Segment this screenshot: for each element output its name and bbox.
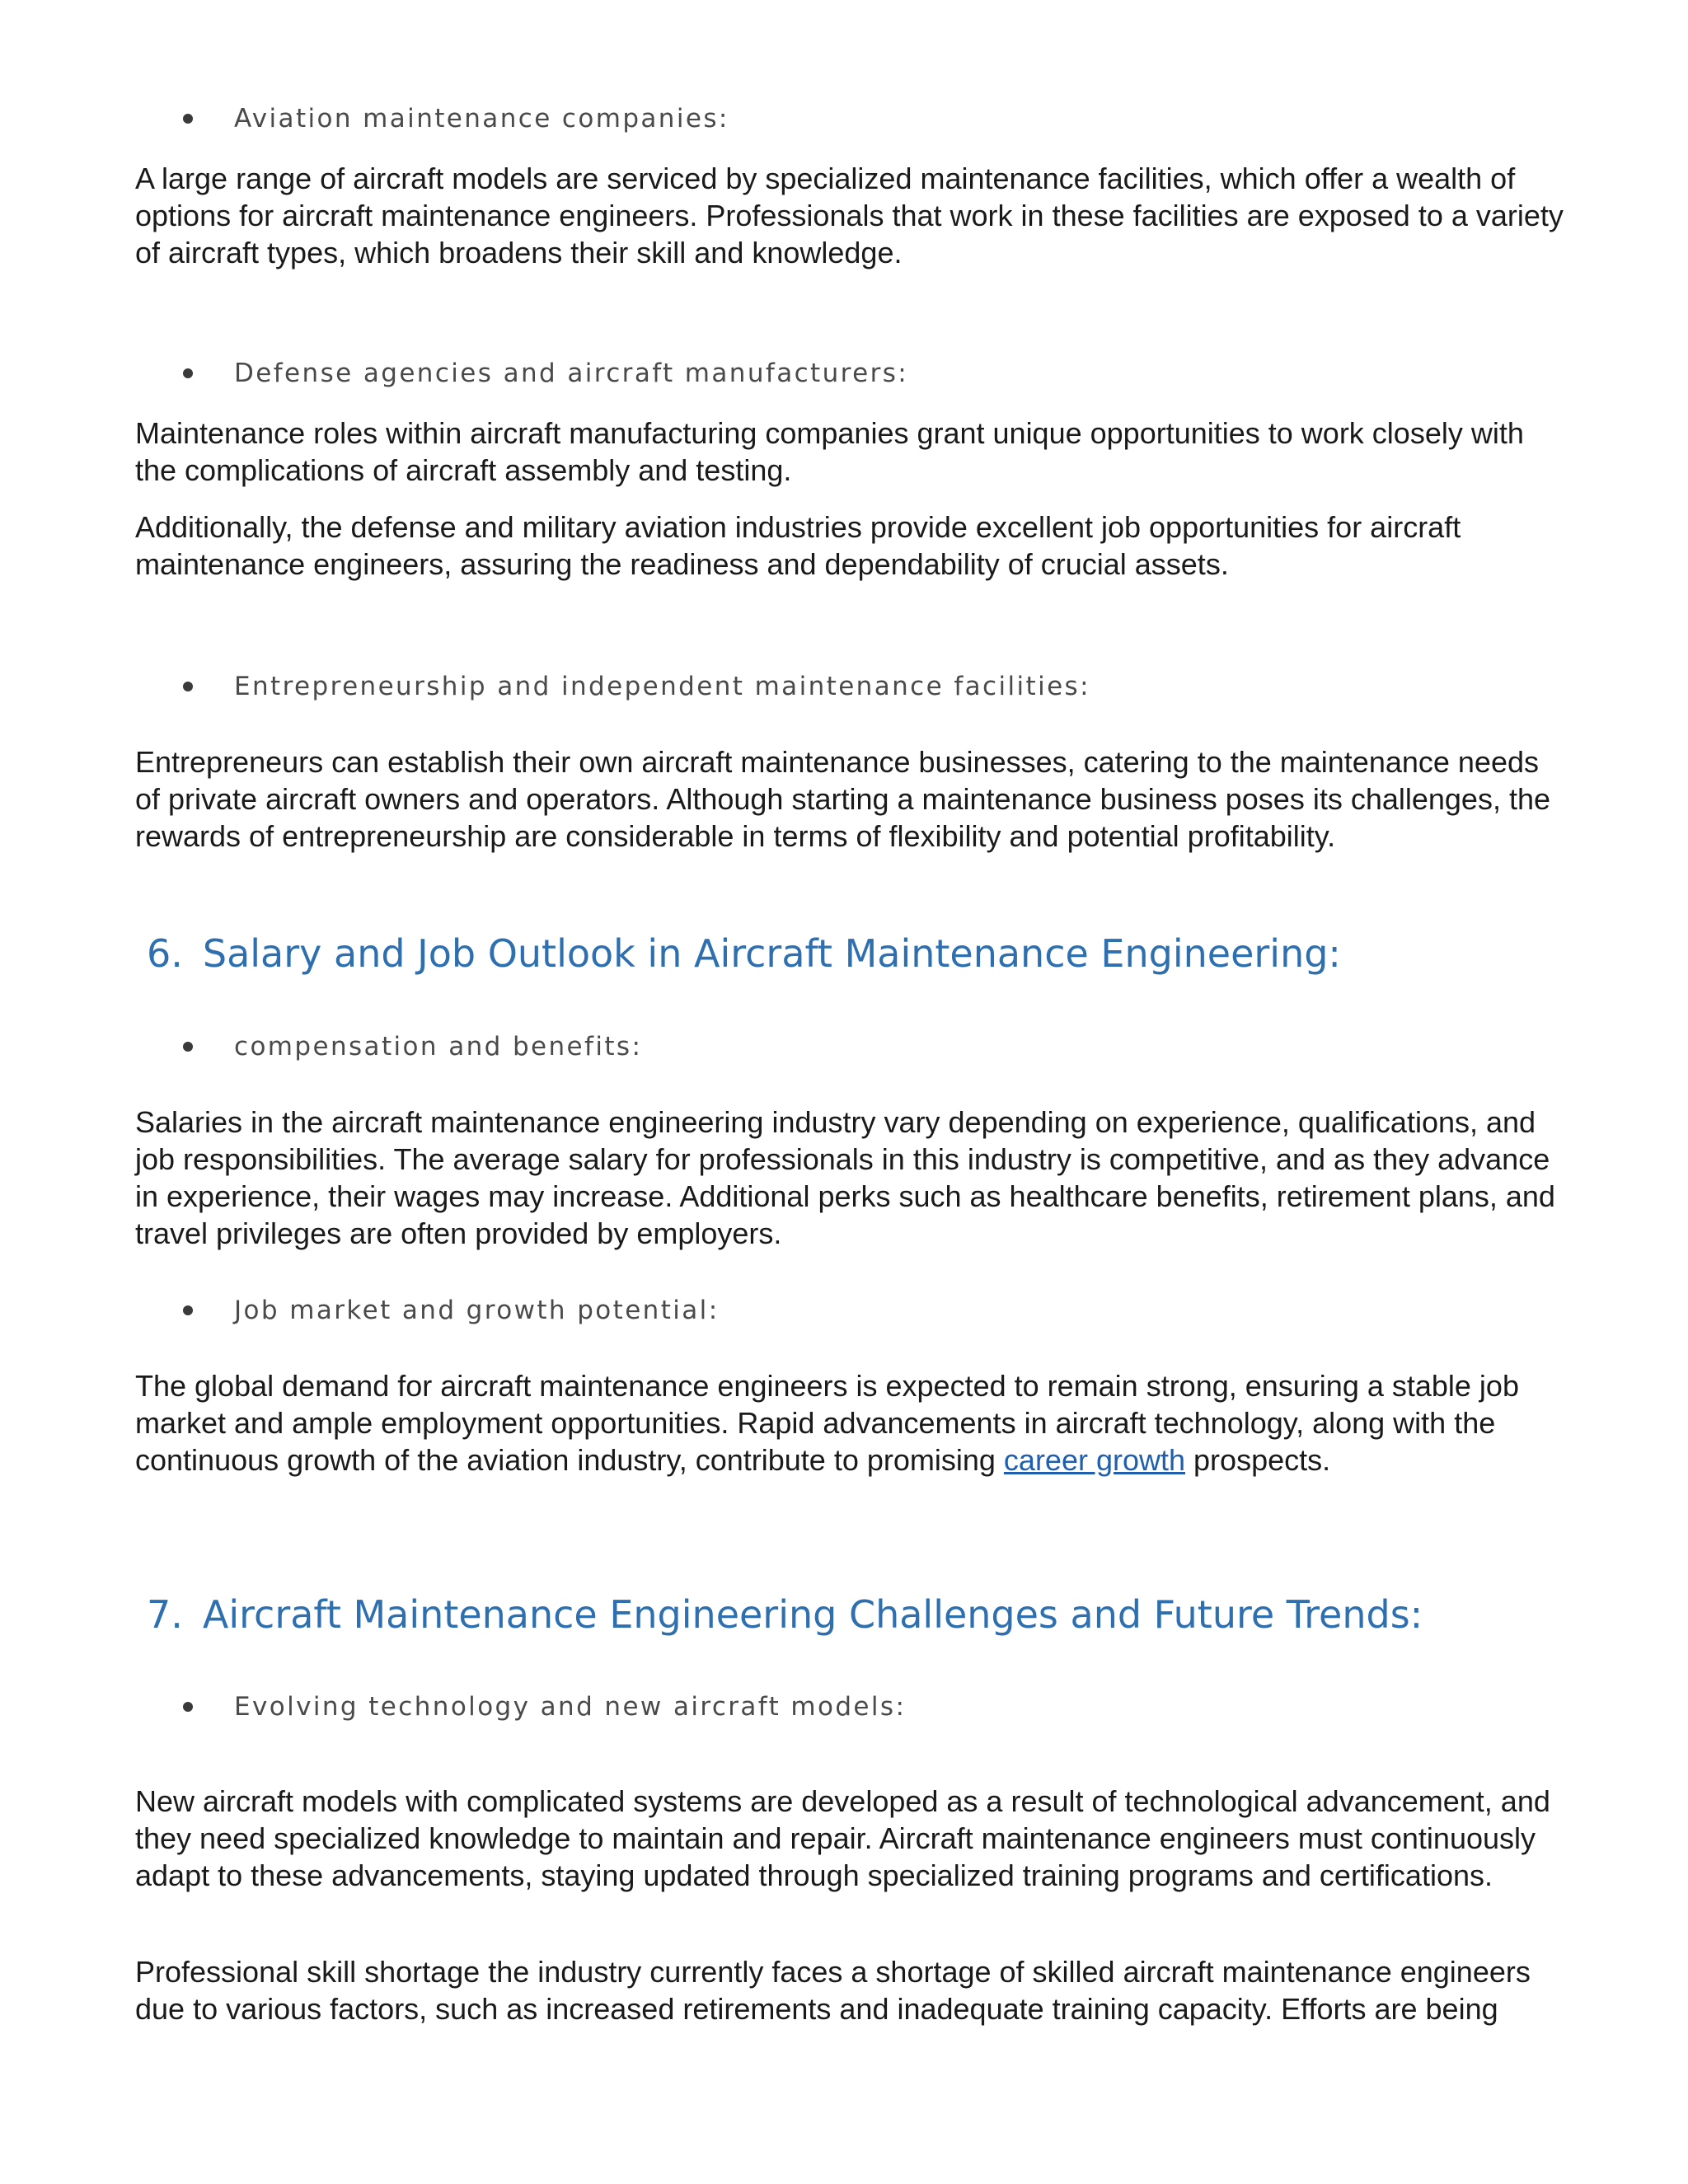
paragraph-text-after-link: prospects. <box>1185 1443 1331 1477</box>
bullet-entrepreneurship <box>183 666 1090 707</box>
paragraph-entrepreneurship: Entrepreneurs can establish their own aircraft maintenance businesses, catering to the maintenance needs of private aircraft owners and operators. Although starting a maintenance business poses its challenges, the rewards of entrepreneurship are considerable in terms of flexibility and potential profitability. <box>135 745 1550 853</box>
paragraph-skill-shortage: Professional skill shortage the industry currently faces a shortage of skilled aircraft maintenance engineers due to various factors, such as increased retirements and inadequate training capacity. Efforts are being <box>135 1955 1531 2026</box>
paragraph-text-before-link: The global demand for aircraft maintenance engineers is expected to remain strong, ensuring a stable job market and ample employment opportunities. Rapid advancements in aircraft technology, along with the continuous growth of the aviation industry, contribute to promising <box>135 1369 1519 1477</box>
bullet-compensation-benefits <box>183 1026 642 1067</box>
paragraph-global-demand <box>135 1367 1569 1479</box>
bullet-label: compensation and benefits: <box>234 1032 643 1062</box>
bullet-dot-icon <box>183 368 193 378</box>
bullet-label: Evolving technology and new aircraft models: <box>234 1692 907 1722</box>
heading-number: 6. <box>147 931 183 976</box>
heading-title: Aircraft Maintenance Engineering Challenges and Future Trends: <box>202 1592 1423 1637</box>
bullet-label: Job market and growth potential: <box>234 1296 720 1325</box>
paragraph-new-aircraft-models: New aircraft models with complicated systems are developed as a result of technological advancement, and they need specialized knowledge to maintain and repair. Aircraft maintenance engineers must continuously adapt to these advancements, staying updated through specialized training programs and certifications. <box>135 1784 1550 1892</box>
bullet-label: Aviation maintenance companies: <box>234 104 729 134</box>
section-heading-6 <box>147 931 1341 976</box>
bullet-dot-icon <box>183 1305 193 1315</box>
bullet-label: Entrepreneurship and independent maintenance facilities: <box>234 672 1090 701</box>
paragraph-aviation-maintenance: A large range of aircraft models are serviced by specialized maintenance facilities, which offer a wealth of options for aircraft maintenance engineers. Professionals that work in these facilities are exposed to a variety of aircraft types, which broadens their skill and knowledge. <box>135 162 1564 269</box>
paragraph-manufacturing-roles: Maintenance roles within aircraft manufacturing companies grant unique opportunities to work closely with the complications of aircraft assembly and testing. <box>135 416 1524 487</box>
bullet-job-market <box>183 1290 720 1331</box>
bullet-dot-icon <box>183 1702 193 1712</box>
bullet-aviation-maintenance-companies <box>183 98 729 139</box>
paragraph-defense-military: Additionally, the defense and military aviation industries provide excellent job opportunities for aircraft maintenance engineers, assuring the readiness and dependability of crucial assets. <box>135 510 1461 581</box>
bullet-evolving-technology <box>183 1686 906 1727</box>
paragraph-salaries: Salaries in the aircraft maintenance engineering industry vary depending on experience, qualifications, and job responsibilities. The average salary for professionals in this industry is competitive, and as they advance in experience, their wages may increase. Additional perks such as healthcare benefits, retirement plans, and travel privileges are often provided by employers. <box>135 1105 1555 1250</box>
bullet-dot-icon <box>183 1042 193 1052</box>
career-growth-link[interactable]: career growth <box>1003 1443 1186 1477</box>
bullet-dot-icon <box>183 114 193 124</box>
bullet-label: Defense agencies and aircraft manufacturers: <box>234 359 909 388</box>
bullet-defense-agencies <box>183 353 908 394</box>
section-heading-7 <box>147 1592 1423 1637</box>
heading-number: 7. <box>147 1592 183 1637</box>
heading-title: Salary and Job Outlook in Aircraft Maintenance Engineering: <box>202 931 1341 976</box>
bullet-dot-icon <box>183 682 193 691</box>
